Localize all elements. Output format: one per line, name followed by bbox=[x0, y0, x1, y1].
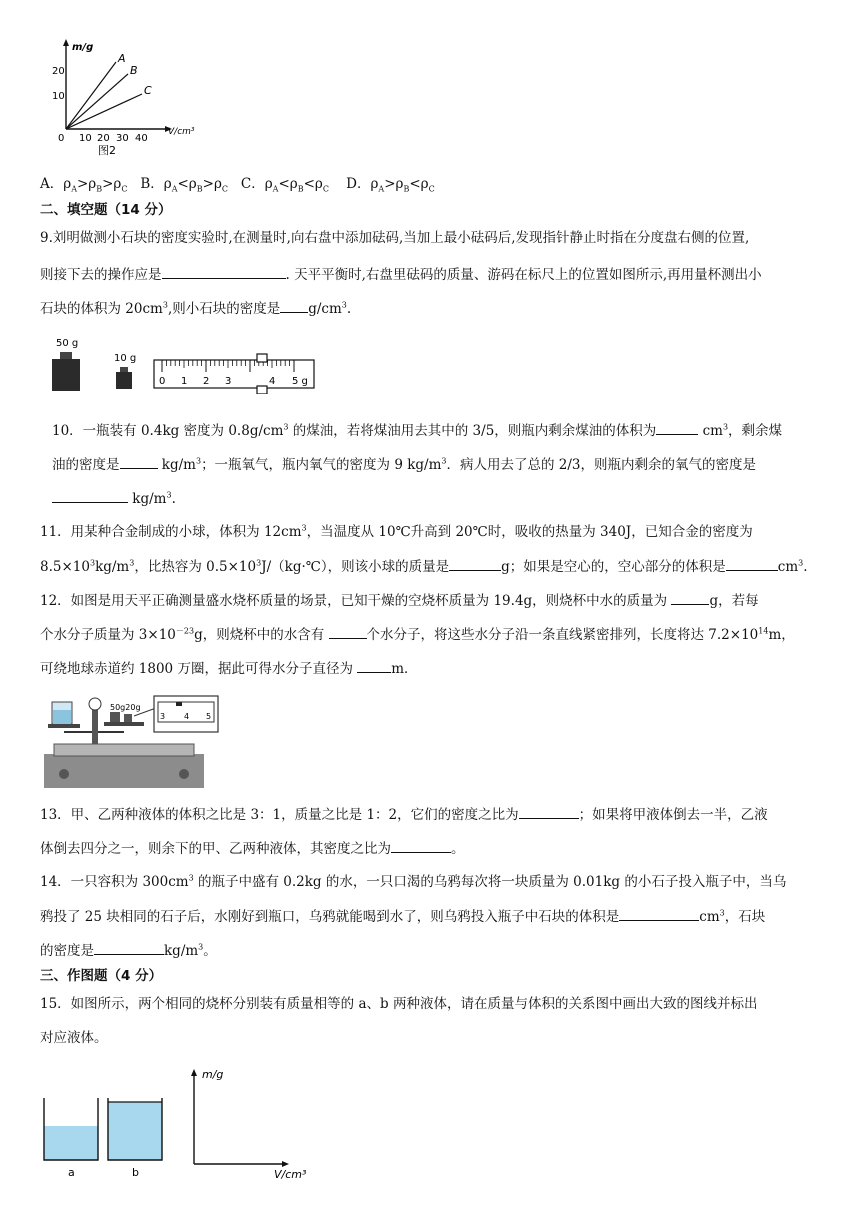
balance-figure bbox=[44, 692, 224, 788]
x-axis-label: V/cm³ bbox=[168, 127, 195, 137]
q12-line2: 个水分子质量为 $3\times 10^{-23}g$，则烧杯中的水含有 个水分子，将这些水分子沿一条直线紧密排列，长度将达 $7.2\times 10^{14}m$， bbox=[40, 624, 795, 645]
x-tick-30: 30 bbox=[116, 133, 129, 144]
rider-bottom bbox=[257, 386, 267, 394]
mass-volume-graph-svg bbox=[50, 36, 200, 156]
q10-blank-3[interactable] bbox=[52, 488, 128, 503]
label-B: B bbox=[130, 64, 138, 77]
zoom-rider bbox=[176, 702, 182, 706]
ruler-1: 1 bbox=[181, 376, 188, 387]
weights-ruler-svg bbox=[44, 334, 344, 394]
weight-50g-label: 50 g bbox=[56, 338, 79, 349]
rider-top bbox=[257, 354, 267, 362]
empty-graph-x-arrow bbox=[282, 1161, 289, 1167]
beaker-a-label: a bbox=[68, 1166, 75, 1179]
ruler-0: 0 bbox=[159, 376, 166, 387]
q15-line1: 15．如图所示，两个相同的烧杯分别装有质量相等的 a、b 两种液体，请在质量与体积的关系图中画出大致的图线并标出 bbox=[40, 996, 758, 1012]
balance-pillar bbox=[92, 706, 98, 744]
q11-line2: $8.5\times 10^3kg/m^3$，比热容为 $0.5\times 10^3J/(kg\cdot℃)$，则该小球的质量是 g；如果是空心的，空心部分的体积是 $cm^3$. bbox=[40, 556, 808, 577]
q15-line2: 对应液体。 bbox=[40, 1030, 108, 1046]
q14-blank-2[interactable] bbox=[94, 940, 164, 955]
x-tick-40: 40 bbox=[135, 133, 148, 144]
q13-blank-1[interactable] bbox=[519, 804, 579, 819]
x-tick-20: 20 bbox=[97, 133, 110, 144]
q12-line1: 12．如图是用天平正确测量盛水烧杯质量的场景，已知干燥的空烧杯质量为 19.4g，则烧杯中水的质量为 g，若每 bbox=[40, 590, 759, 611]
pan-weights-label: 50g20g bbox=[110, 703, 141, 712]
beaker-water bbox=[53, 710, 71, 724]
q12-line3: 可绕地球赤道约 1800 万圈，据此可得水分子直径为 m． bbox=[40, 658, 418, 679]
weight-20g-on-pan bbox=[124, 714, 132, 722]
q10-line2: 油的密度是 $kg/m^3$；一瓶氧气，瓶内氧气的密度为 9 $kg/m^3$．病人用去了总的 2/3，则瓶内剩余的氧气的密度是 bbox=[52, 454, 756, 475]
q14-line2: 鸦投了 25 块相同的石子后，水刚好到瓶口，乌鸦就能喝到水了，则乌鸦投入瓶子中石块的体积是 $cm^3$，石块 bbox=[40, 906, 765, 927]
q13-blank-2[interactable] bbox=[391, 838, 451, 853]
option-c: C．$\rho_A<\rho_B<\rho_C$ bbox=[240, 176, 329, 194]
q14-blank-1[interactable] bbox=[619, 906, 699, 921]
y-tick-10: 10 bbox=[52, 91, 65, 102]
q12-blank-3[interactable] bbox=[357, 658, 391, 673]
q9-line2: 则接下去的操作应是 . 天平平衡时,右盘里砝码的质量、游码在标尺上的位置如图所示,再用量杯测出小 bbox=[40, 264, 762, 285]
q8-options bbox=[40, 174, 435, 194]
line-B bbox=[66, 74, 128, 129]
q12-blank-1[interactable] bbox=[671, 590, 709, 605]
right-pan bbox=[104, 722, 144, 726]
q13-line1: 13．甲、乙两种液体的体积之比是 3：1，质量之比是 1：2，它们的密度之比为 ；如果将甲液体倒去一半，乙液 bbox=[40, 804, 768, 825]
balance-foot-left bbox=[59, 769, 69, 779]
q11-blank-1[interactable] bbox=[449, 556, 501, 571]
weight-50g-on-pan bbox=[110, 712, 120, 722]
q9-blank-2[interactable] bbox=[280, 298, 308, 313]
q13-line2: 体倒去四分之一，则余下的甲、乙两种液体，其密度之比为 。 bbox=[40, 838, 465, 859]
empty-graph-y-label: m/g bbox=[202, 1068, 224, 1081]
q12-blank-2[interactable] bbox=[329, 624, 367, 639]
empty-graph-y-arrow bbox=[191, 1069, 197, 1076]
zoom-scale-3: 3 bbox=[160, 712, 166, 721]
line-C bbox=[66, 94, 142, 129]
q9-line3: 石块的体积为 $20cm^3$,则小石块的密度是 $g/cm^3$. bbox=[40, 298, 351, 319]
ruler-4: 4 bbox=[269, 376, 276, 387]
section-3-title: 三、作图题（4 分） bbox=[40, 968, 163, 984]
label-A: A bbox=[118, 52, 126, 65]
q9-line1: 9.刘明做测小石块的密度实验时,在测量时,向右盘中添加砝码,当加上最小砝码后,发现指针静止时指在分度盘右侧的位置, bbox=[40, 230, 750, 246]
q14-line1: 14．一只容积为 $300cm^3$ 的瓶子中盛有 0.2kg 的水，一只口渴的乌鸦每次将一块质量为 0.01kg 的小石子投入瓶子中，当乌 bbox=[40, 873, 787, 890]
q11-blank-2[interactable] bbox=[726, 556, 778, 571]
line-A bbox=[66, 62, 116, 129]
y-axis-arrow bbox=[63, 39, 69, 46]
weight-10g-label: 10 g bbox=[114, 353, 137, 364]
beaker-b-label: b bbox=[132, 1166, 139, 1179]
zoom-scale-4: 4 bbox=[184, 712, 190, 721]
q9-blank-1[interactable] bbox=[162, 264, 286, 279]
q10-line1: 10．一瓶装有 0.4kg 密度为 $0.8g/cm^3$ 的煤油，若将煤油用去其中的 3/5，则瓶内剩余煤油的体积为 $cm^3$，剩余煤 bbox=[52, 420, 782, 441]
q10-blank-2[interactable] bbox=[120, 454, 158, 469]
ruler-3: 3 bbox=[225, 376, 232, 387]
label-C: C bbox=[144, 84, 152, 97]
zoom-scale-5: 5 bbox=[206, 712, 212, 721]
y-axis-label: m/g bbox=[72, 42, 94, 53]
balance-pointer-dial bbox=[89, 698, 101, 710]
ruler-ticks bbox=[162, 360, 294, 372]
x-tick-10: 10 bbox=[79, 133, 92, 144]
liquid-b bbox=[108, 1102, 162, 1160]
balance-platform bbox=[54, 744, 194, 756]
q10-line3: $kg/m^3$. bbox=[52, 488, 176, 509]
section-2-title: 二、填空题（14 分） bbox=[40, 202, 172, 218]
beakers-graph-svg bbox=[38, 1064, 328, 1184]
empty-graph-x-label: V/cm³ bbox=[274, 1168, 307, 1181]
option-d: D．$\rho_A>\rho_B<\rho_C$ bbox=[346, 176, 435, 194]
option-a: A．$\rho_A>\rho_B>\rho_C$ bbox=[40, 176, 128, 194]
ruler-5g: 5 g bbox=[292, 376, 308, 387]
figure-caption: 图2 bbox=[98, 144, 116, 156]
q11-line1: 11．用某种合金制成的小球，体积为 $12cm^3$，当温度从 10℃升高到 20℃时，吸收的热量为 340J，已知合金的密度为 bbox=[40, 523, 753, 540]
balance-figure-svg bbox=[44, 692, 224, 788]
ruler-2: 2 bbox=[203, 376, 210, 387]
balance-foot-right bbox=[179, 769, 189, 779]
option-b: B．$\rho_A<\rho_B>\rho_C$ bbox=[140, 176, 229, 194]
liquid-a bbox=[44, 1126, 98, 1160]
y-tick-20: 20 bbox=[52, 66, 65, 77]
beakers-graph-figure bbox=[38, 1064, 328, 1184]
q10-blank-1[interactable] bbox=[656, 420, 698, 435]
weight-50g-icon bbox=[52, 359, 80, 391]
figure-2-mass-volume-graph bbox=[50, 36, 200, 156]
weights-ruler-figure bbox=[44, 334, 344, 394]
weight-50g-knob bbox=[60, 352, 72, 360]
x-tick-0: 0 bbox=[58, 133, 65, 144]
q14-line3: 的密度是 $kg/m^3$。 bbox=[40, 940, 217, 961]
left-pan bbox=[48, 724, 80, 728]
weight-10g-icon bbox=[116, 372, 132, 389]
